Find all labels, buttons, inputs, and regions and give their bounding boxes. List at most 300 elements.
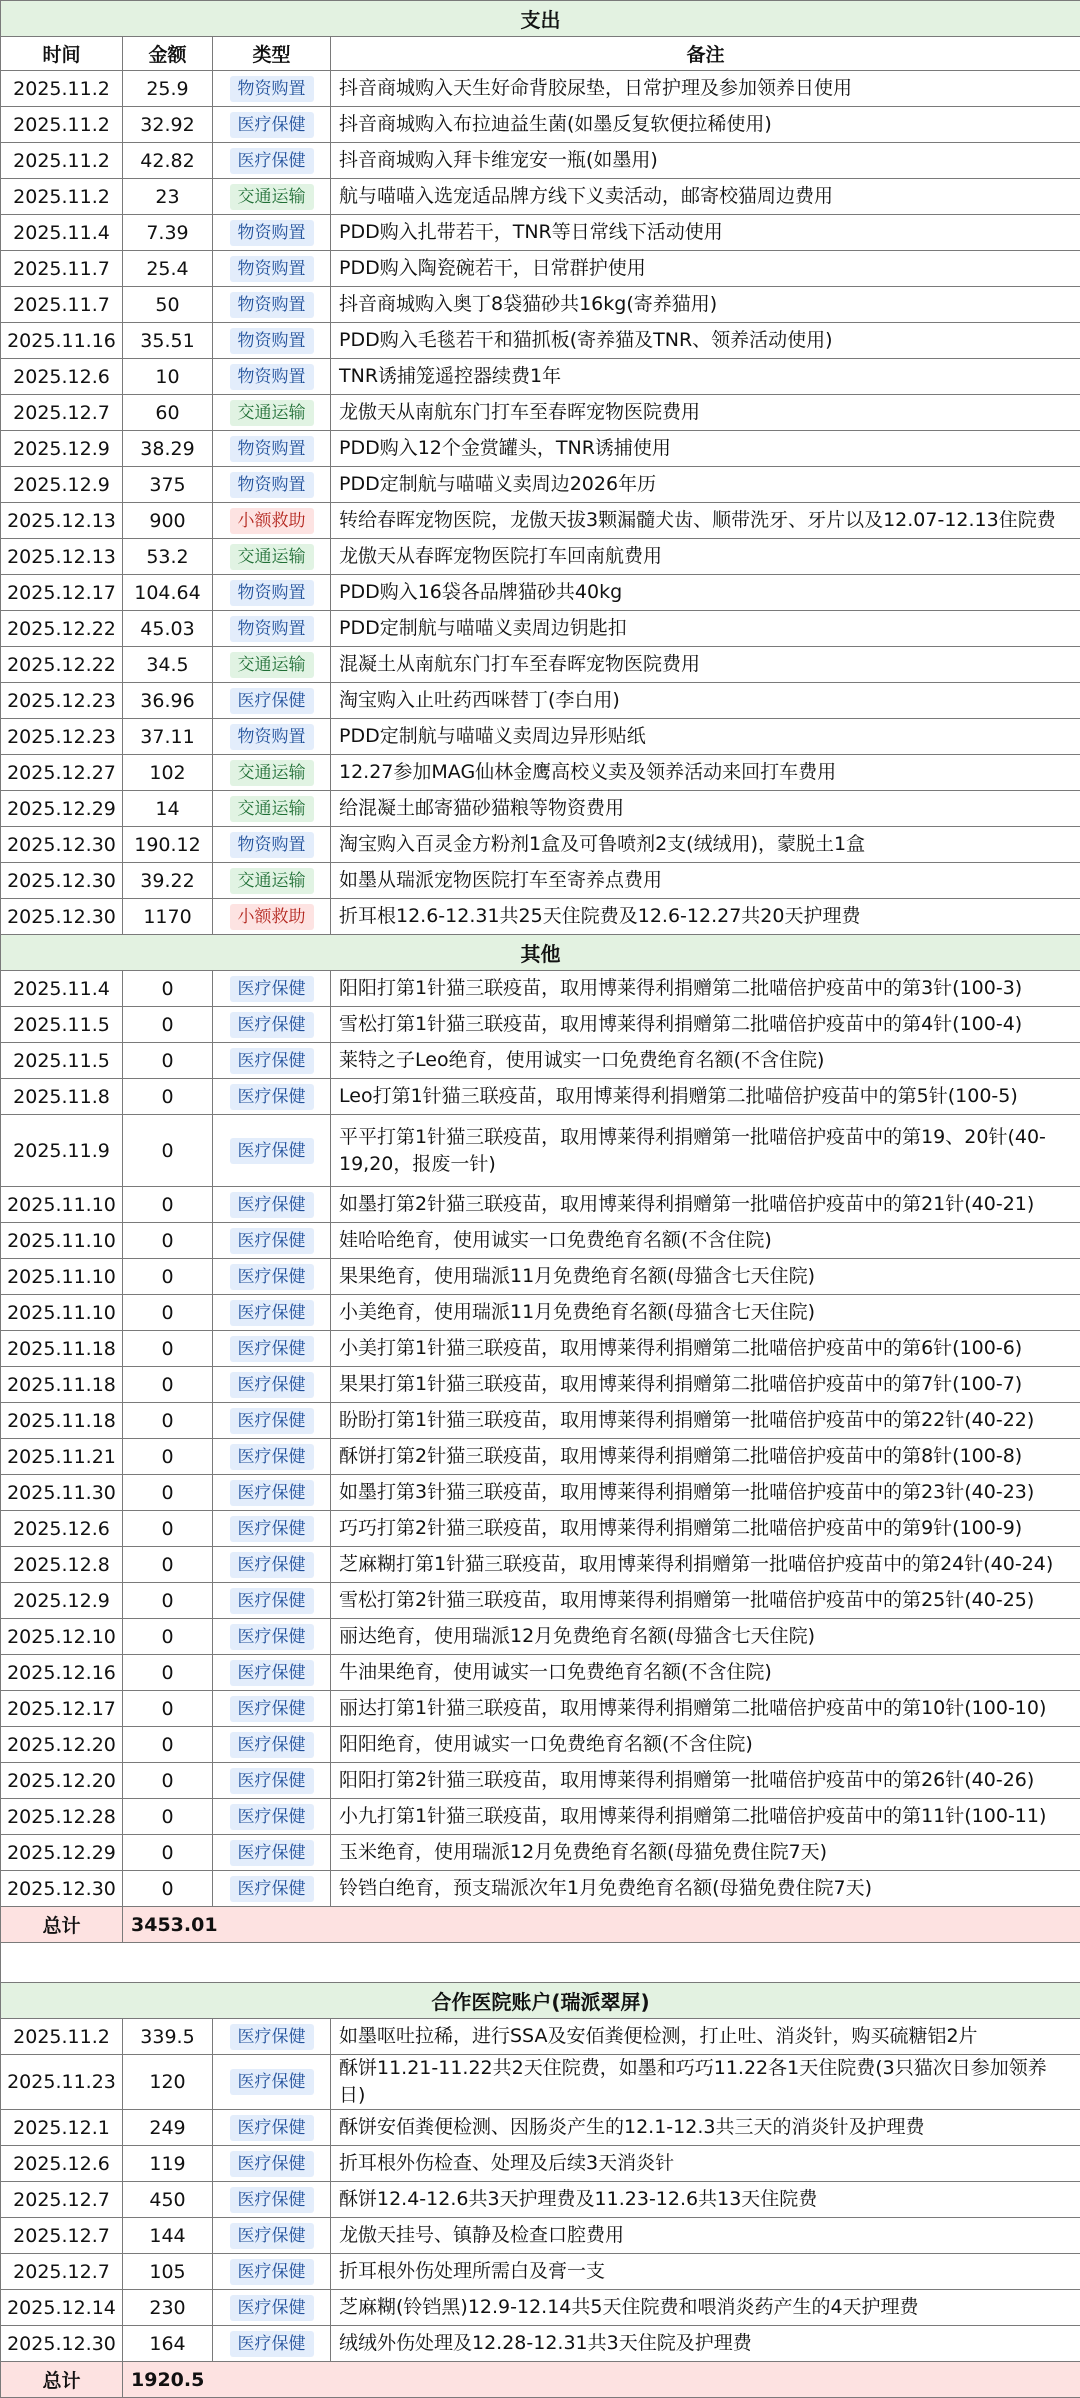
type-badge: 医疗保健 — [230, 1732, 314, 1758]
table-row — [1, 1259, 1080, 1295]
cell-date: 2025.11.4 — [1, 215, 123, 251]
type-badge: 医疗保健 — [230, 1408, 314, 1434]
cell-amount: 0 — [123, 1871, 213, 1907]
type-badge: 医疗保健 — [230, 1696, 314, 1722]
cell-amount: 0 — [123, 1043, 213, 1079]
cell-amount: 60 — [123, 395, 213, 431]
cell-type — [213, 755, 331, 791]
header-amount: 金额 — [123, 37, 213, 71]
total-row — [1, 2362, 1080, 2398]
cell-amount: 249 — [123, 2110, 213, 2146]
table-row — [1, 359, 1080, 395]
table-row — [1, 791, 1080, 827]
cell-type — [213, 1835, 331, 1871]
cell-type — [213, 215, 331, 251]
table-row — [1, 503, 1080, 539]
table-row — [1, 323, 1080, 359]
cell-amount: 42.82 — [123, 143, 213, 179]
table-row — [1, 1619, 1080, 1655]
cell-date: 2025.11.18 — [1, 1367, 123, 1403]
type-badge: 物资购置 — [230, 256, 314, 282]
section-header-hospital — [1, 1983, 1080, 2019]
cell-note: 抖音商城购入奥丁8袋猫砂共16kg(寄养猫用) — [331, 287, 1080, 323]
cell-note: 抖音商城购入拜卡维宠安一瓶(如墨用) — [331, 143, 1080, 179]
cell-date: 2025.11.2 — [1, 179, 123, 215]
cell-amount: 23 — [123, 179, 213, 215]
cell-type — [213, 971, 331, 1007]
type-badge: 物资购置 — [230, 616, 314, 642]
cell-date: 2025.12.30 — [1, 827, 123, 863]
cell-type — [213, 107, 331, 143]
type-badge: 医疗保健 — [230, 2151, 314, 2177]
type-badge: 医疗保健 — [230, 1228, 314, 1254]
cell-date: 2025.12.13 — [1, 503, 123, 539]
cell-date: 2025.11.2 — [1, 2019, 123, 2055]
type-badge: 物资购置 — [230, 832, 314, 858]
table-row — [1, 251, 1080, 287]
cell-amount: 0 — [123, 1007, 213, 1043]
cell-type — [213, 647, 331, 683]
total-value: 1920.5 — [123, 2362, 1080, 2398]
table-row — [1, 1691, 1080, 1727]
cell-type — [213, 1691, 331, 1727]
cell-amount: 0 — [123, 1187, 213, 1223]
type-badge: 物资购置 — [230, 328, 314, 354]
cell-date: 2025.11.18 — [1, 1331, 123, 1367]
type-badge: 交通运输 — [230, 544, 314, 570]
cell-date: 2025.11.30 — [1, 1475, 123, 1511]
cell-date: 2025.11.7 — [1, 287, 123, 323]
type-badge: 小额救助 — [230, 508, 314, 534]
table-row — [1, 827, 1080, 863]
cell-note: 娃哈哈绝育，使用诚实一口免费绝育名额(不含住院) — [331, 1223, 1080, 1259]
cell-type — [213, 1079, 331, 1115]
cell-type — [213, 1583, 331, 1619]
cell-type — [213, 2326, 331, 2362]
cell-amount: 0 — [123, 1475, 213, 1511]
cell-amount: 45.03 — [123, 611, 213, 647]
type-badge: 交通运输 — [230, 760, 314, 786]
cell-type — [213, 467, 331, 503]
table-row — [1, 1475, 1080, 1511]
cell-note: 酥饼11.21-11.22共2天住院费，如墨和巧巧11.22各1天住院费(3只猫次日参加领养日) — [331, 2055, 1080, 2110]
cell-type — [213, 539, 331, 575]
table-row — [1, 683, 1080, 719]
table-row — [1, 971, 1080, 1007]
cell-note: 航与喵喵入选宠适品牌方线下义卖活动，邮寄校猫周边费用 — [331, 179, 1080, 215]
cell-note: 牛油果绝育，使用诚实一口免费绝育名额(不含住院) — [331, 1655, 1080, 1691]
type-badge: 小额救助 — [230, 904, 314, 930]
cell-date: 2025.12.13 — [1, 539, 123, 575]
cell-date: 2025.12.9 — [1, 1583, 123, 1619]
cell-note: 雪松打第1针猫三联疫苗，取用博莱得利捐赠第二批喵倍护疫苗中的第4针(100-4) — [331, 1007, 1080, 1043]
cell-note: 玉米绝育，使用瑞派12月免费绝育名额(母猫免费住院7天) — [331, 1835, 1080, 1871]
cell-note: PDD购入陶瓷碗若干，日常群护使用 — [331, 251, 1080, 287]
type-badge: 医疗保健 — [230, 688, 314, 714]
total-label: 总计 — [1, 1907, 123, 1943]
cell-date: 2025.12.30 — [1, 863, 123, 899]
table-row — [1, 1835, 1080, 1871]
cell-note: 折耳根外伤检查、处理及后续3天消炎针 — [331, 2146, 1080, 2182]
cell-date: 2025.12.16 — [1, 1655, 123, 1691]
cell-note: 小美绝育，使用瑞派11月免费绝育名额(母猫含七天住院) — [331, 1295, 1080, 1331]
cell-date: 2025.12.23 — [1, 719, 123, 755]
cell-amount: 0 — [123, 1835, 213, 1871]
cell-type — [213, 1439, 331, 1475]
cell-date: 2025.11.23 — [1, 2055, 123, 2110]
cell-type — [213, 899, 331, 935]
cell-note: TNR诱捕笼遥控器续费1年 — [331, 359, 1080, 395]
table-row — [1, 1331, 1080, 1367]
spacer-cell — [1, 1943, 1080, 1983]
table-row — [1, 107, 1080, 143]
cell-amount: 0 — [123, 1691, 213, 1727]
cell-note: 芝麻糊(铃铛黑)12.9-12.14共5天住院费和喂消炎药产生的4天护理费 — [331, 2290, 1080, 2326]
cell-date: 2025.11.8 — [1, 1079, 123, 1115]
cell-date: 2025.12.30 — [1, 2326, 123, 2362]
type-badge: 医疗保健 — [230, 1336, 314, 1362]
type-badge: 物资购置 — [230, 292, 314, 318]
cell-type — [213, 395, 331, 431]
type-badge: 医疗保健 — [230, 2115, 314, 2141]
table-row — [1, 1583, 1080, 1619]
cell-date: 2025.12.9 — [1, 431, 123, 467]
cell-date: 2025.12.7 — [1, 2254, 123, 2290]
cell-note: 果果打第1针猫三联疫苗，取用博莱得利捐赠第二批喵倍护疫苗中的第7针(100-7) — [331, 1367, 1080, 1403]
type-badge: 物资购置 — [230, 580, 314, 606]
type-badge: 物资购置 — [230, 364, 314, 390]
type-badge: 医疗保健 — [230, 1192, 314, 1218]
cell-note: PDD定制航与喵喵义卖周边钥匙扣 — [331, 611, 1080, 647]
cell-date: 2025.12.22 — [1, 647, 123, 683]
cell-amount: 0 — [123, 1583, 213, 1619]
cell-amount: 37.11 — [123, 719, 213, 755]
cell-amount: 119 — [123, 2146, 213, 2182]
cell-date: 2025.11.10 — [1, 1187, 123, 1223]
table-row — [1, 755, 1080, 791]
cell-date: 2025.12.27 — [1, 755, 123, 791]
cell-amount: 0 — [123, 1799, 213, 1835]
cell-amount: 25.9 — [123, 71, 213, 107]
cell-amount: 900 — [123, 503, 213, 539]
column-header-row — [1, 37, 1080, 71]
cell-type — [213, 1727, 331, 1763]
table-row — [1, 71, 1080, 107]
cell-note: 酥饼12.4-12.6共3天护理费及11.23-12.6共13天住院费 — [331, 2182, 1080, 2218]
cell-note: 阳阳打第2针猫三联疫苗，取用博莱得利捐赠第一批喵倍护疫苗中的第26针(40-26) — [331, 1763, 1080, 1799]
cell-type — [213, 251, 331, 287]
table-row — [1, 1871, 1080, 1907]
type-badge: 交通运输 — [230, 796, 314, 822]
cell-date: 2025.12.30 — [1, 899, 123, 935]
cell-date: 2025.11.2 — [1, 71, 123, 107]
cell-note: 铃铛白绝育，预支瑞派次年1月免费绝育名额(母猫免费住院7天) — [331, 1871, 1080, 1907]
cell-type — [213, 2055, 331, 2110]
type-badge: 医疗保健 — [230, 1804, 314, 1830]
cell-type — [213, 1223, 331, 1259]
cell-date: 2025.11.4 — [1, 971, 123, 1007]
type-badge: 医疗保健 — [230, 1660, 314, 1686]
cell-date: 2025.12.28 — [1, 1799, 123, 1835]
cell-note: 平平打第1针猫三联疫苗，取用博莱得利捐赠第一批喵倍护疫苗中的第19、20针(40-19,20，报废一针) — [331, 1115, 1080, 1187]
cell-note: PDD购入毛毯若干和猫抓板(寄养猫及TNR、领养活动使用) — [331, 323, 1080, 359]
type-badge: 医疗保健 — [230, 1048, 314, 1074]
type-badge: 物资购置 — [230, 76, 314, 102]
type-badge: 医疗保健 — [230, 1264, 314, 1290]
cell-note: 龙傲天从春晖宠物医院打车回南航费用 — [331, 539, 1080, 575]
type-badge: 交通运输 — [230, 400, 314, 426]
cell-type — [213, 2110, 331, 2146]
cell-amount: 102 — [123, 755, 213, 791]
cell-amount: 0 — [123, 1223, 213, 1259]
cell-date: 2025.11.16 — [1, 323, 123, 359]
section-title: 其他 — [1, 935, 1080, 971]
cell-note: 果果绝育，使用瑞派11月免费绝育名额(母猫含七天住院) — [331, 1259, 1080, 1295]
cell-date: 2025.11.5 — [1, 1043, 123, 1079]
table-row — [1, 2019, 1080, 2055]
cell-date: 2025.11.2 — [1, 143, 123, 179]
cell-note: 龙傲天从南航东门打车至春晖宠物医院费用 — [331, 395, 1080, 431]
type-badge: 医疗保健 — [230, 2331, 314, 2357]
table-row — [1, 287, 1080, 323]
table-row — [1, 1079, 1080, 1115]
type-badge: 医疗保健 — [230, 1300, 314, 1326]
cell-note: 抖音商城购入布拉迪益生菌(如墨反复软便拉稀使用) — [331, 107, 1080, 143]
type-badge: 医疗保健 — [230, 1444, 314, 1470]
cell-note: 小九打第1针猫三联疫苗，取用博莱得利捐赠第二批喵倍护疫苗中的第11针(100-11) — [331, 1799, 1080, 1835]
header-type: 类型 — [213, 37, 331, 71]
cell-type — [213, 431, 331, 467]
cell-date: 2025.11.5 — [1, 1007, 123, 1043]
cell-amount: 50 — [123, 287, 213, 323]
table-row — [1, 1187, 1080, 1223]
cell-amount: 32.92 — [123, 107, 213, 143]
table-row — [1, 575, 1080, 611]
cell-date: 2025.12.30 — [1, 1871, 123, 1907]
cell-amount: 0 — [123, 1259, 213, 1295]
cell-date: 2025.12.23 — [1, 683, 123, 719]
cell-amount: 0 — [123, 1547, 213, 1583]
cell-type — [213, 791, 331, 827]
table-row — [1, 2218, 1080, 2254]
cell-amount: 53.2 — [123, 539, 213, 575]
type-badge: 医疗保健 — [230, 1588, 314, 1614]
cell-note: Leo打第1针猫三联疫苗，取用博莱得利捐赠第二批喵倍护疫苗中的第5针(100-5) — [331, 1079, 1080, 1115]
cell-date: 2025.11.10 — [1, 1223, 123, 1259]
table-row — [1, 719, 1080, 755]
cell-note: PDD购入扎带若干，TNR等日常线下活动使用 — [331, 215, 1080, 251]
table-row — [1, 899, 1080, 935]
cell-date: 2025.12.14 — [1, 2290, 123, 2326]
cell-type — [213, 863, 331, 899]
cell-date: 2025.12.6 — [1, 1511, 123, 1547]
cell-type — [213, 359, 331, 395]
section-header-expense — [1, 1, 1080, 37]
cell-date: 2025.12.7 — [1, 2182, 123, 2218]
cell-note: 芝麻糊打第1针猫三联疫苗，取用博莱得利捐赠第一批喵倍护疫苗中的第24针(40-24) — [331, 1547, 1080, 1583]
cell-type — [213, 1367, 331, 1403]
table-row — [1, 1115, 1080, 1187]
cell-amount: 0 — [123, 1619, 213, 1655]
table-row — [1, 1403, 1080, 1439]
header-note: 备注 — [331, 37, 1080, 71]
cell-note: 淘宝购入止吐药西咪替丁(李白用) — [331, 683, 1080, 719]
cell-amount: 0 — [123, 1331, 213, 1367]
cell-date: 2025.11.21 — [1, 1439, 123, 1475]
table-row — [1, 539, 1080, 575]
cell-note: 如墨打第3针猫三联疫苗，取用博莱得利捐赠第一批喵倍护疫苗中的第23针(40-23) — [331, 1475, 1080, 1511]
cell-note: 折耳根12.6-12.31共25天住院费及12.6-12.27共20天护理费 — [331, 899, 1080, 935]
cell-date: 2025.12.8 — [1, 1547, 123, 1583]
cell-type — [213, 2182, 331, 2218]
cell-type — [213, 1799, 331, 1835]
type-badge: 物资购置 — [230, 436, 314, 462]
table-row — [1, 2110, 1080, 2146]
section-title: 支出 — [1, 1, 1080, 37]
type-badge: 医疗保健 — [230, 1876, 314, 1902]
cell-amount: 0 — [123, 1367, 213, 1403]
type-badge: 医疗保健 — [230, 1516, 314, 1542]
type-badge: 物资购置 — [230, 724, 314, 750]
cell-note: 混凝土从南航东门打车至春晖宠物医院费用 — [331, 647, 1080, 683]
cell-type — [213, 71, 331, 107]
cell-note: 绒绒外伤处理及12.28-12.31共3天住院及护理费 — [331, 2326, 1080, 2362]
table-row — [1, 395, 1080, 431]
table-row — [1, 1511, 1080, 1547]
cell-type — [213, 1187, 331, 1223]
table-row — [1, 431, 1080, 467]
cell-type — [213, 1043, 331, 1079]
table-row — [1, 215, 1080, 251]
cell-date: 2025.12.6 — [1, 2146, 123, 2182]
cell-amount: 0 — [123, 1439, 213, 1475]
type-badge: 医疗保健 — [230, 112, 314, 138]
table-row — [1, 611, 1080, 647]
type-badge: 医疗保健 — [230, 1084, 314, 1110]
cell-type — [213, 323, 331, 359]
cell-note: 丽达打第1针猫三联疫苗，取用博莱得利捐赠第二批喵倍护疫苗中的第10针(100-10) — [331, 1691, 1080, 1727]
cell-type — [213, 611, 331, 647]
cell-type — [213, 503, 331, 539]
cell-note: 阳阳打第1针猫三联疫苗，取用博莱得利捐赠第二批喵倍护疫苗中的第3针(100-3) — [331, 971, 1080, 1007]
type-badge: 医疗保健 — [230, 976, 314, 1002]
cell-amount: 375 — [123, 467, 213, 503]
cell-date: 2025.12.7 — [1, 2218, 123, 2254]
type-badge: 物资购置 — [230, 220, 314, 246]
cell-note: 如墨呕吐拉稀，进行SSA及安佰粪便检测，打止吐、消炎针，购买硫糖铝2片 — [331, 2019, 1080, 2055]
cell-type — [213, 1295, 331, 1331]
table-row — [1, 2055, 1080, 2110]
cell-note: 酥饼打第2针猫三联疫苗，取用博莱得利捐赠第二批喵倍护疫苗中的第8针(100-8) — [331, 1439, 1080, 1475]
cell-amount: 0 — [123, 1655, 213, 1691]
cell-date: 2025.12.17 — [1, 1691, 123, 1727]
type-badge: 交通运输 — [230, 184, 314, 210]
cell-amount: 34.5 — [123, 647, 213, 683]
cell-type — [213, 1619, 331, 1655]
table-row — [1, 1547, 1080, 1583]
type-badge: 医疗保健 — [230, 1768, 314, 1794]
cell-note: 龙傲天挂号、镇静及检查口腔费用 — [331, 2218, 1080, 2254]
cell-type — [213, 1331, 331, 1367]
table-row — [1, 647, 1080, 683]
cell-note: PDD定制航与喵喵义卖周边异形贴纸 — [331, 719, 1080, 755]
cell-amount: 0 — [123, 971, 213, 1007]
cell-amount: 0 — [123, 1115, 213, 1187]
cell-note: 酥饼安佰粪便检测、因肠炎产生的12.1-12.3共三天的消炎针及护理费 — [331, 2110, 1080, 2146]
cell-amount: 1170 — [123, 899, 213, 935]
cell-type — [213, 2290, 331, 2326]
type-badge: 医疗保健 — [230, 2295, 314, 2321]
cell-type — [213, 1763, 331, 1799]
cell-note: 如墨从瑞派宠物医院打车至寄养点费用 — [331, 863, 1080, 899]
cell-amount: 164 — [123, 2326, 213, 2362]
cell-amount: 10 — [123, 359, 213, 395]
cell-note: 抖音商城购入天生好命背胶尿垫，日常护理及参加领养日使用 — [331, 71, 1080, 107]
cell-note: PDD购入16袋各品牌猫砂共40kg — [331, 575, 1080, 611]
cell-amount: 230 — [123, 2290, 213, 2326]
cell-note: 12.27参加MAG仙林金鹰高校义卖及领养活动来回打车费用 — [331, 755, 1080, 791]
cell-amount: 14 — [123, 791, 213, 827]
cell-date: 2025.12.1 — [1, 2110, 123, 2146]
cell-note: 如墨打第2针猫三联疫苗，取用博莱得利捐赠第一批喵倍护疫苗中的第21针(40-21) — [331, 1187, 1080, 1223]
cell-amount: 120 — [123, 2055, 213, 2110]
cell-amount: 104.64 — [123, 575, 213, 611]
table-row — [1, 2146, 1080, 2182]
cell-note: 折耳根外伤处理所需白及膏一支 — [331, 2254, 1080, 2290]
cell-type — [213, 575, 331, 611]
cell-date: 2025.11.9 — [1, 1115, 123, 1187]
cell-date: 2025.12.7 — [1, 395, 123, 431]
cell-date: 2025.12.17 — [1, 575, 123, 611]
cell-date: 2025.12.20 — [1, 1727, 123, 1763]
cell-type — [213, 1871, 331, 1907]
table-row — [1, 1727, 1080, 1763]
table-row — [1, 2254, 1080, 2290]
cell-type — [213, 1403, 331, 1439]
table-row — [1, 1043, 1080, 1079]
table-row — [1, 2182, 1080, 2218]
cell-type — [213, 1511, 331, 1547]
cell-amount: 39.22 — [123, 863, 213, 899]
cell-note: 小美打第1针猫三联疫苗，取用博莱得利捐赠第二批喵倍护疫苗中的第6针(100-6) — [331, 1331, 1080, 1367]
cell-note: PDD购入12个金赏罐头，TNR诱捕使用 — [331, 431, 1080, 467]
cell-date: 2025.12.9 — [1, 467, 123, 503]
cell-type — [213, 1115, 331, 1187]
section-header-other — [1, 935, 1080, 971]
cell-date: 2025.11.7 — [1, 251, 123, 287]
total-label: 总计 — [1, 2362, 123, 2398]
type-badge: 医疗保健 — [230, 1138, 314, 1164]
table-row — [1, 467, 1080, 503]
table-row — [1, 1763, 1080, 1799]
cell-amount: 7.39 — [123, 215, 213, 251]
table-row — [1, 1655, 1080, 1691]
cell-amount: 0 — [123, 1403, 213, 1439]
cell-date: 2025.11.10 — [1, 1259, 123, 1295]
cell-type — [213, 827, 331, 863]
cell-note: 雪松打第2针猫三联疫苗，取用博莱得利捐赠第一批喵倍护疫苗中的第25针(40-25) — [331, 1583, 1080, 1619]
cell-type — [213, 143, 331, 179]
cell-amount: 190.12 — [123, 827, 213, 863]
type-badge: 医疗保健 — [230, 1372, 314, 1398]
type-badge: 医疗保健 — [230, 2259, 314, 2285]
type-badge: 医疗保健 — [230, 2187, 314, 2213]
cell-date: 2025.11.2 — [1, 107, 123, 143]
type-badge: 医疗保健 — [230, 2024, 314, 2050]
cell-type — [213, 1475, 331, 1511]
cell-amount: 105 — [123, 2254, 213, 2290]
type-badge: 交通运输 — [230, 652, 314, 678]
